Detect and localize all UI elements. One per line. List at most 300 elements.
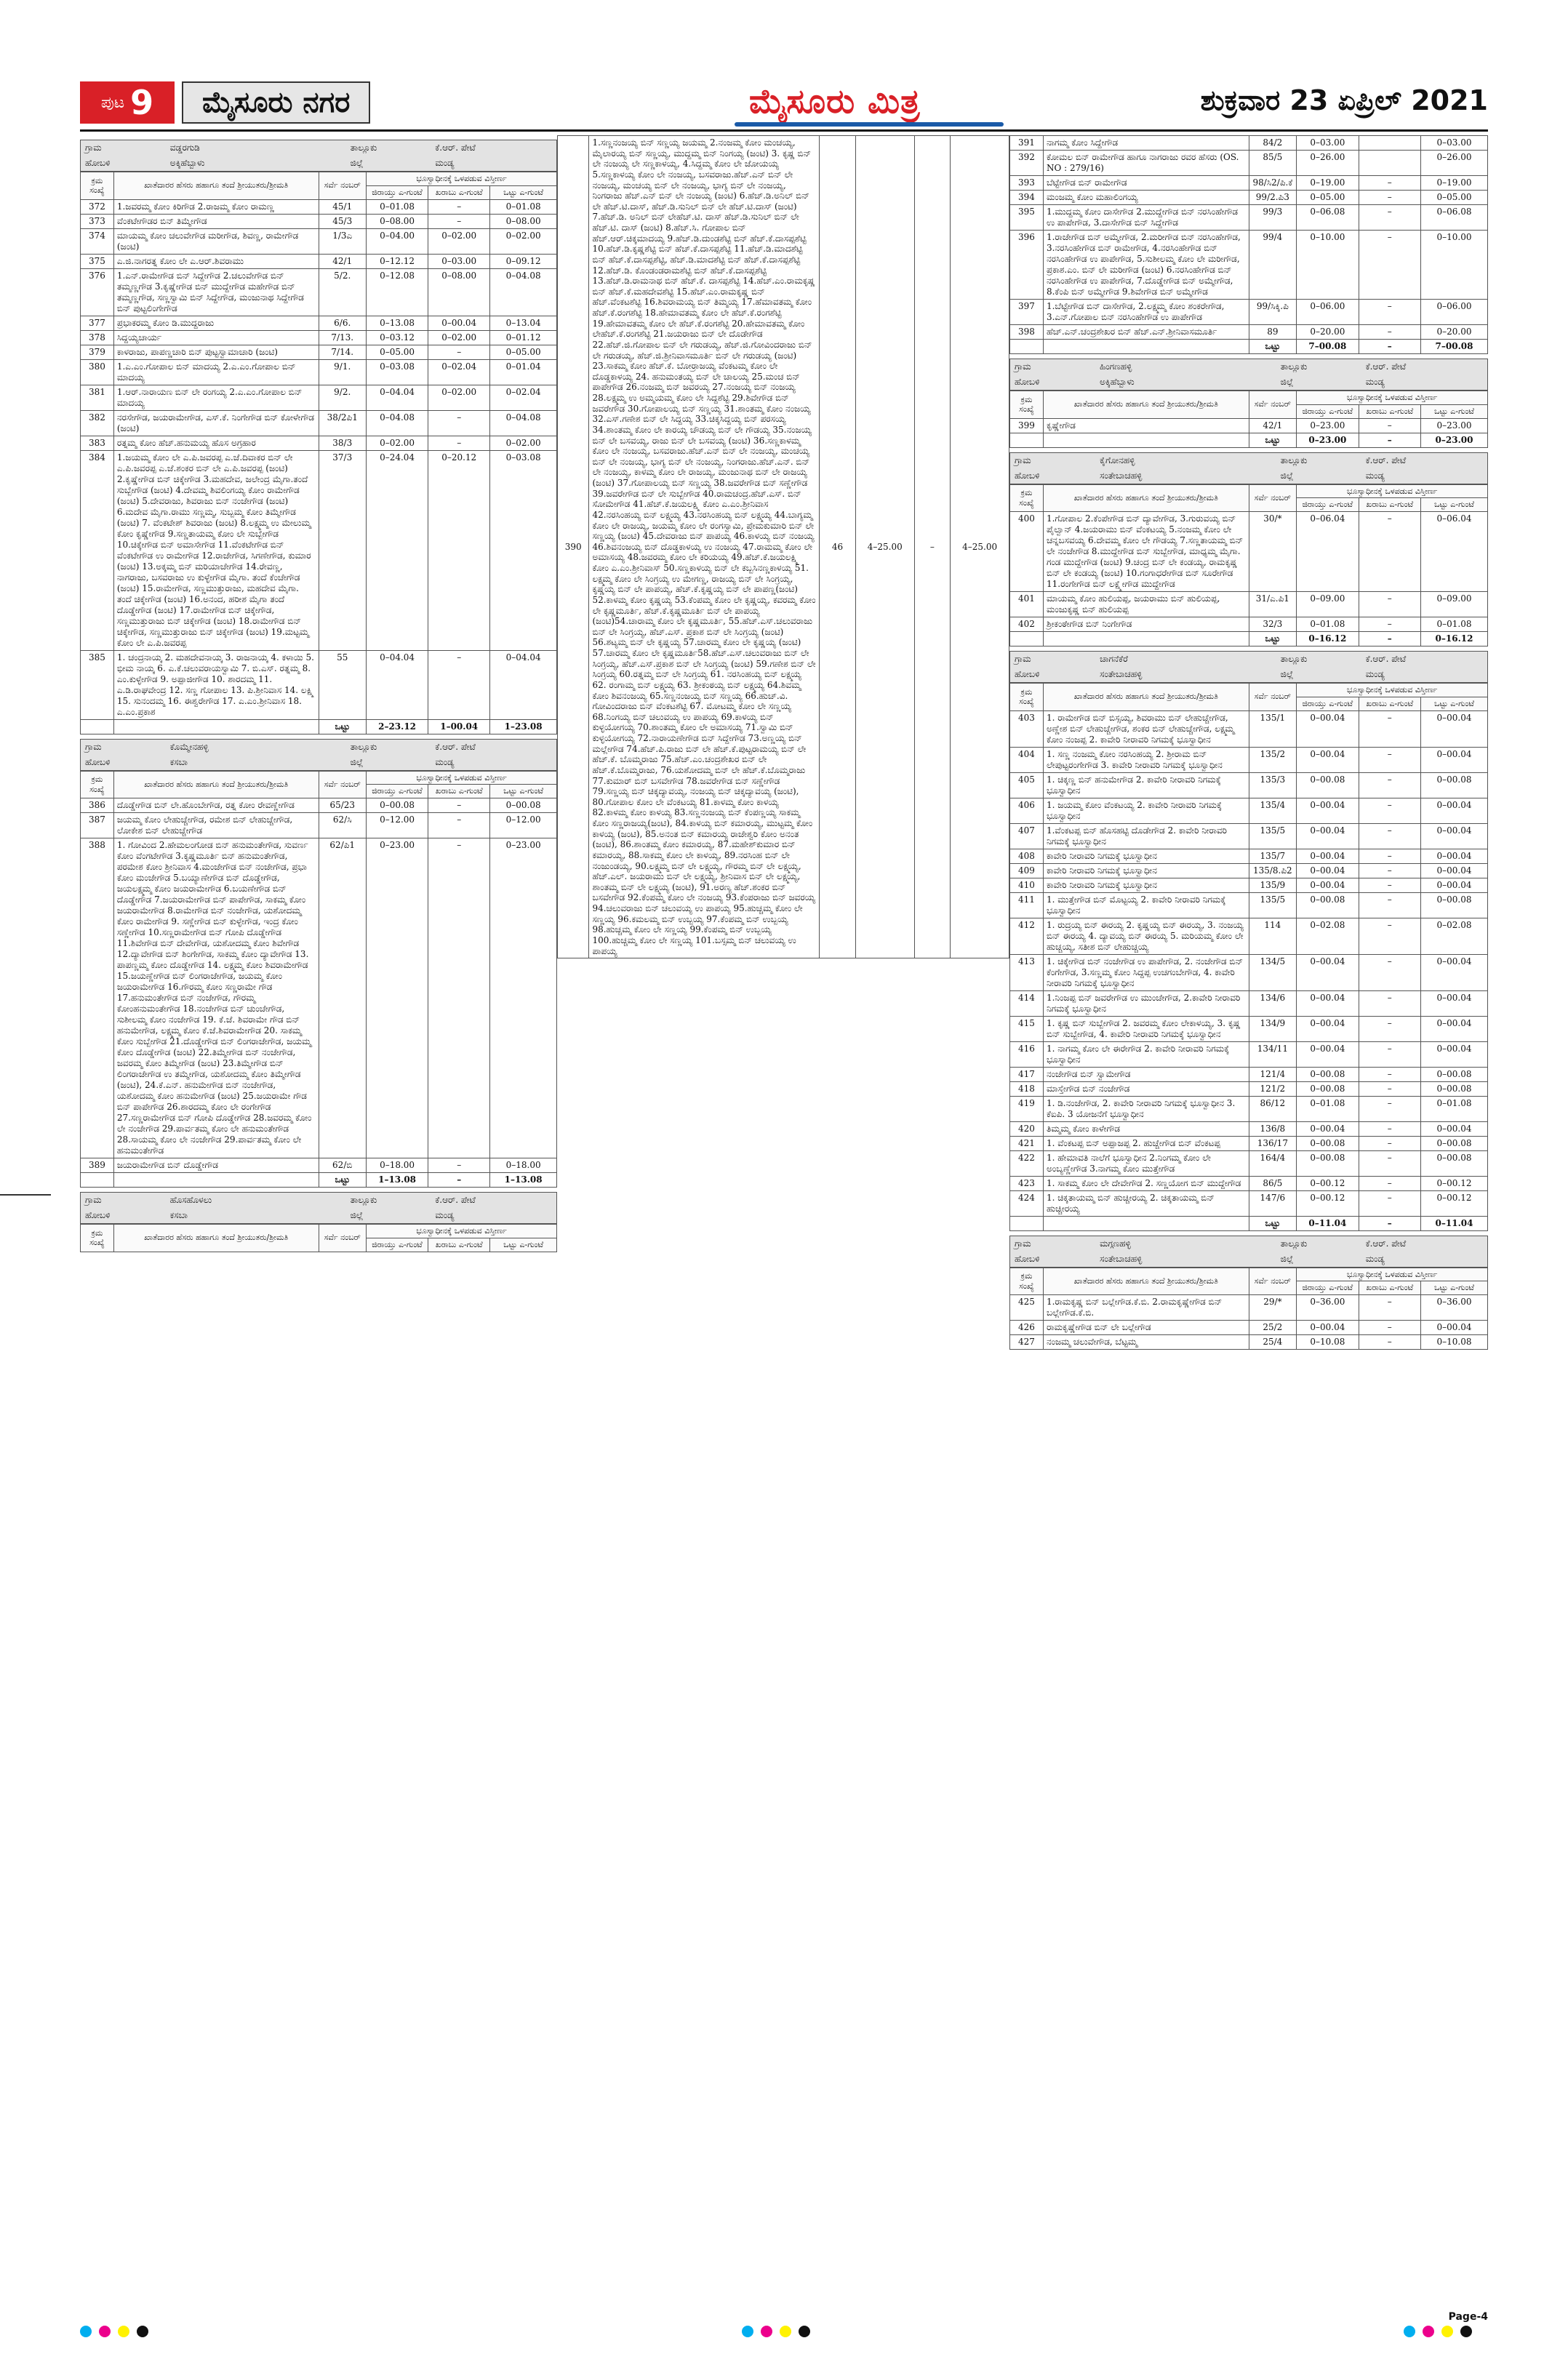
total-area: 0–01.08 xyxy=(1421,1096,1488,1121)
total-spacer xyxy=(1010,1216,1044,1230)
survey-number: 99/4 xyxy=(1249,231,1297,300)
total-area: 0–23.00 xyxy=(490,838,557,1158)
cyan-dot xyxy=(80,2326,92,2337)
survey-number: 25/2 xyxy=(1249,1321,1297,1335)
col-acq: ಭೂಸ್ವಾಧೀನಕ್ಕೆ ಒಳಪಡುವ ವಿಸ್ತೀರ್ಣ xyxy=(1297,684,1488,697)
section-title: ಮೈಸೂರು ನಗರ xyxy=(182,81,370,124)
kharab-area: – xyxy=(1359,176,1420,191)
table-header-row xyxy=(1010,484,1488,498)
owner-names: ಕಾವೇರಿ ನೀರಾವರಿ ನಿಗಮಕ್ಕೆ ಭೂಸ್ವಾಧೀನ xyxy=(1043,863,1249,878)
masthead-logo: ಮೈಸೂರು ಮಿತ್ರ xyxy=(749,81,921,121)
jiraytu-area: 0–00.08 xyxy=(1297,772,1359,798)
total-area: 0–08.00 xyxy=(490,214,557,228)
jiraytu-area: 0–04.04 xyxy=(367,650,428,719)
registration-dots-center xyxy=(742,2326,810,2337)
owner-names: 1. ಗೋವಿಂದ 2.ಹೇಮಲಂಗೋಡ ಬಿನ್ ಹನುಮಂತೇಗೌಡ, ಸುವರ್ಣ ಕೋಂ ವೆಂಗಟೇಗೌಡ 3.ಕೃಷ್ಣಮೂರ್ತಿ ಬಿನ್ ಹನುಮಂತೇಗೌಡ, ಪರಮೇಶ ಕೋಂ ಶ್ರೀನಿವಾಸ 4.ಮಂಜೇಗೌಡ ಬಿನ್ ನಂಜೇಗೌಡ, ಪ್ರಭಾ ಕೋಂ ಮಂಜೇಗೌಡ 5.ಬಯ್ಯಾಣೇಗೌಡ ಬಿನ್ ದೊಡ್ಡೇಗೌಡ, ಜಯಲಕ್ಷ್ಮಮ್ಮ ಕೋಂ ಜಯರಾಮೇಗೌಡ 6.ಬಯಣೇಗೌಡ ಬಿನ್ ದೊಡ್ಡೇಗೌಡ 7.ಜಯರಾಮೇಗೌಡ ಬಿನ್ ಪಾಪೇಗೌಡ, ಸಾಕಮ್ಮ ಕೋಂ ಜಯರಾಮೇಗೌಡ 8.ರಾಮೇಗೌಡ ಬಿನ್ ನಂಜೇಗೌಡ, ಯಶೋದಮ್ಮ ಕೋಂ ರಾಮೇಗೌಡ 9. ಸಣ್ಣೇಗೌಡ ಬಿನ್ ಕುಳ್ಳೇಗೌಡ, ಇಂದ್ರ ಕೋಂ ಸಣ್ಣೇಗೌಡ 10.ಸಣ್ಣರಾಮೇಗೌಡ ಬಿನ್ ಗೋಪಿ ದೊಡ್ಡೇಗೌಡ 11.ಶಿವೇಗೌಡ ಬಿನ್ ದೇವೇಗೌಡ, ಯಶೋದಮ್ಮ ಕೋಂ ಶಿವೇಗೌಡ 12.ದ್ಯಾವೇಗೌಡ ಬಿನ್ ಶಿಂಗೇಗೌಡ, ಸಾಕಮ್ಮ ಕೋಂ ದ್ಯಾವೇಗೌಡ 13. ಪಾಪಣ್ಣಮ್ಮ ಕೋಂ ದೊಡ್ಡೇಗೌಡ 14. ಲಕ್ಷ್ಮಮ್ಮ ಕೋಂ ಶಿವರಾಮೇಗೌಡ 15.ಜಯಣ್ಣೇಗೌಡ ಬಿನ್ ಲಿಂಗರಾಜೇಗೌಡ, ಜಯಮ್ಮ ಕೋಂ ಜಯರಾಮೇಗೌಡ 16.ಗೌರಮ್ಮ ಕೋಂ ಸಣ್ಣರಾಮೇ ಗೌಡ 17.ಹನುಮಂತೇಗೌಡ ಬಿನ್ ನಂಜೇಗೌಡ, ಗೌರಮ್ಮ ಕೋಂಹನುಮಂತೇಗೌಡ 18.ನಂಜೇಗೌಡ ಬಿನ್ ಚುಂಚೇಗೌಡ, ಸುಶೀಲಮ್ಮ ಕೋಂ ನಂಜೇಗೌಡ 19. ಕೆ.ಜೆ. ಶಿವರಾಮೇ ಗೌಡ ಬಿನ್ ಹನುಮೇಗೌಡ, ಲಕ್ಷ್ಮಮ್ಮ ಕೋಂ ಕೆ.ಜೆ.ಶಿವರಾಮೇಗೌಡ 20. ಸಾಕಮ್ಮ ಕೋಂ ಸುಬ್ಬೇಗೌಡ 21.ದೊಡ್ಡೇಗೌಡ ಬಿನ್ ಲಿಂಗರಾಜೇಗೌಡ, ಜಯಮ್ಮ ಕೋಂ ದೊಡ್ಡೇಗೌಡ (ಜಂಟಿ) 22.ತಿಮ್ಮೇಗೌಡ ಬಿನ್ ನಂಜೇಗೌಡ, ಜವರಮ್ಮ ಕೋಂ ತಿಮ್ಮೇಗೌಡ (ಜಂಟಿ) 23.ತಿಮ್ಮೇಗೌಡ ಬಿನ್ ಲಿಂಗರಾಜೇಗೌಡ ಉ ತಮ್ಮೇಗೌಡ, ಯಶೋದಮ್ಮ ಕೋಂ ತಿಮ್ಮೇಗೌಡ (ಜಂಟಿ), 24.ಕೆ.ಎನ್. ಹನುಮೇಗೌಡ ಬಿನ್ ನಂಜೇಗೌಡ, ಯಶೋದಮ್ಮ ಕೋಂ ಹನುಮೇಗೌಡ (ಜಂಟಿ) 25.ಜಯರಾಮೇ ಗೌಡ ಬಿನ್ ಪಾಪೇಗೌಡ 26.ಶಾರದಮ್ಮ ಕೋಂ ಲೇ ರಂಗೇಗೌಡ 27.ಸಣ್ಣರಾಮೇಗೌಡ ಬಿನ್ ಗೋಪಿ ದೊಡ್ಡೇಗೌಡ 28.ಜವರಮ್ಮ ಕೋಂ ಲೇ ನಂಜೇಗೌಡ 29.ಪಾರ್ವತಮ್ಮ ಕೋಂ ಲೇ ಹನುಮಂತೇಗೌಡ 28.ಸಾಯಮ್ಮ ಕೋಂ ಲೇ ನಂಜೇಗೌಡ 29.ಪಾರ್ವತಮ್ಮ ಕೋಂ ಲೇ ಹನುಮಂತೇಗೌಡ xyxy=(113,838,319,1158)
row-number: 421 xyxy=(1010,1136,1044,1150)
table-row xyxy=(81,410,557,436)
village-meta xyxy=(1009,359,1488,391)
total-spacer xyxy=(1010,632,1044,646)
table-row xyxy=(1010,954,1488,990)
district-name: ಮಂಡ್ಯ xyxy=(1361,1252,1488,1268)
total-area: 0–00.04 xyxy=(1421,747,1488,772)
total-jiraytu: 0–11.04 xyxy=(1297,1216,1359,1230)
col-kharab: ಖರಾಬು ಎ-ಗುಂಟೆ xyxy=(1359,498,1420,512)
row-number: 403 xyxy=(1010,710,1044,747)
owner-names: ಕಾವೇರಿ ನೀರಾವರಿ ನಿಗಮಕ್ಕೆ ಭೂಸ್ವಾಧೀನ xyxy=(1043,849,1249,863)
col-krama: ಕ್ರಮ ಸಂಖ್ಯೆ xyxy=(81,1225,114,1252)
owner-names: 1.ಮುದ್ದಮ್ಮ ಕೋಂ ದಾಸೇಗೌಡ 2.ಮುದ್ದೇಗೌಡ ಬಿನ್ ನರಸಿಂಹೇಗೌಡ ಉ ಪಾಪೇಗೌಡ, 3.ದಾಸೇಗೌಡ ಬಿನ್ ಸಿದ್ದೇಗೌಡ xyxy=(1043,205,1249,231)
owner-names: 1. ಚಿಕ್ಕೇಗೌಡ ಬಿನ್ ನಂಜೇಗೌಡ ಉ ಪಾಪೇಗೌಡ, 2. ನಂಜೇಗೌಡ ಬಿನ್ ಕೆಂಗೇಗೌಡ, 3.ಸಣ್ಣಮ್ಮ ಕೋಂ ಸಿದ್ದಪ್ಪ ಉಚಗಂಬೇಗೌಡ, 4. ಕಾವೇರಿ ನೀರಾವರಿ ನಿಗಮಕ್ಕೆ ಭೂಸ್ವಾಧೀನ xyxy=(1043,954,1249,990)
hobali-label: ಹೋಬಳಿ xyxy=(81,1208,166,1224)
grama-label: ಗ್ರಾಮ xyxy=(1010,452,1096,468)
total-area: 0–10.00 xyxy=(1421,231,1488,300)
jiraytu-area: 0–00.04 xyxy=(1297,954,1359,990)
survey-number: 135/5 xyxy=(1249,892,1297,918)
hobali-name: ಕಸಬಾ xyxy=(166,1208,346,1224)
jiraytu-area: 0–04.04 xyxy=(367,385,428,410)
total-area: 0–05.00 xyxy=(1421,191,1488,205)
row-number: 388 xyxy=(81,838,114,1158)
total-ottu: 1–23.08 xyxy=(490,719,557,734)
owner-names: ಹೆಚ್.ಎನ್.ಚಂದ್ರಶೇಖರ ಬಿನ್ ಹೆಚ್.ಎನ್.ಶ್ರೀನಿವಾಸಮೂರ್ತಿ xyxy=(1043,325,1249,340)
survey-number: 7/13. xyxy=(319,330,367,345)
kharab-area: – xyxy=(1359,1190,1420,1216)
row-number: 417 xyxy=(1010,1067,1044,1081)
total-area: 0–00.04 xyxy=(1421,954,1488,990)
kharab-area: – xyxy=(1359,772,1420,798)
table-row xyxy=(1010,892,1488,918)
owner-names: ಕೃಷ್ಣೇಗೌಡ xyxy=(1043,418,1249,433)
col-owner: ಖಾತೆದಾರರ ಹೆಸರು ಹಹಾಗೂ ತಂದೆ ಶ್ರೀಯುತರು/ಶ್ರೀಮತಿ xyxy=(1043,1268,1249,1295)
total-area: 0–00.04 xyxy=(1421,1041,1488,1067)
col-jiraytu: ಜಿರಾಯ್ತು ಎ-ಗುಂಟೆ xyxy=(1297,404,1359,418)
row-number: 410 xyxy=(1010,878,1044,892)
district-name: ಮಂಡ್ಯ xyxy=(431,755,556,771)
jiraytu-area: 0–12.12 xyxy=(367,254,428,268)
row-number: 394 xyxy=(1010,191,1044,205)
total-kharab: 1–00.04 xyxy=(428,719,490,734)
kharab-area: – xyxy=(428,199,490,214)
col-ottu: ಒಟ್ಟು ಎ-ಗುಂಟೆ xyxy=(1421,498,1488,512)
survey-number: 46 xyxy=(820,136,856,958)
table-row xyxy=(1010,990,1488,1016)
row-number: 427 xyxy=(1010,1335,1044,1350)
jiraytu-area: 0–05.00 xyxy=(1297,191,1359,205)
jiraytu-area: 0–36.00 xyxy=(1297,1295,1359,1321)
table-row xyxy=(1010,772,1488,798)
jiraytu-area: 0–00.12 xyxy=(1297,1176,1359,1190)
col-kharab: ಖರಾಬು ಎ-ಗುಂಟೆ xyxy=(1359,697,1420,710)
survey-number: 62/ಸಿ xyxy=(319,813,367,838)
jiraytu-area: 0–00.04 xyxy=(1297,1121,1359,1136)
total-area: 0–00.08 xyxy=(1421,1150,1488,1176)
owner-names: ರಾಮಕೃಷ್ಣೇಗೌಡ ಬಿನ್ ಲೇ ಬಲ್ಲೇಗೌಡ xyxy=(1043,1321,1249,1335)
table-row xyxy=(1010,849,1488,863)
land-table-continued xyxy=(557,135,1009,958)
table-header-row xyxy=(81,771,557,785)
survey-number: 42/1 xyxy=(319,254,367,268)
header-rule xyxy=(80,129,1488,132)
table-row xyxy=(81,798,557,813)
row-number: 414 xyxy=(1010,990,1044,1016)
owner-names: 1. ಮುತ್ತೇಗೌಡ ಬಿನ್ ಮೊಟ್ಟಯ್ಯ 2. ಕಾವೇರಿ ನೀರಾವರಿ ನಿಗಮಕ್ಕೆ ಭೂಸ್ವಾಧೀನ xyxy=(1043,892,1249,918)
total-area: 0–00.04 xyxy=(1421,990,1488,1016)
taluk-name: ಕೆ.ಆರ್. ಪೇಟೆ xyxy=(431,1193,556,1209)
total-ottu: 1–13.08 xyxy=(490,1173,557,1188)
meta-row xyxy=(1010,452,1488,468)
table-row xyxy=(81,268,557,316)
row-number: 374 xyxy=(81,228,114,254)
row-number: 391 xyxy=(1010,136,1044,151)
col-survey: ಸರ್ವೆ ನಂಬರ್ xyxy=(1249,1268,1297,1295)
district-name: ಮಂಡ್ಯ xyxy=(1361,375,1488,391)
total-area: 0–00.08 xyxy=(1421,1067,1488,1081)
row-number: 407 xyxy=(1010,823,1044,849)
table-row xyxy=(1010,1096,1488,1121)
kharab-area: 0–02.04 xyxy=(428,359,490,385)
owner-names: 1.ವೆಂಕಟಪ್ಪ ಬಿನ್ ಹೊಸಹಟ್ಟಿ ದೊಡೇಗೌಡ 2. ಕಾವೇರಿ ನೀರಾವರಿ ನಿಗಮಕ್ಕೆ ಭೂಸ್ವಾಧೀನ xyxy=(1043,823,1249,849)
table-row xyxy=(81,436,557,450)
jiraytu-area: 0–26.00 xyxy=(1297,151,1359,176)
table-row xyxy=(1010,1295,1488,1321)
jiraytu-area: 0–24.04 xyxy=(367,450,428,650)
col-owner: ಖಾತೆದಾರರ ಹೆಸರು ಹಹಾಗೂ ತಂದೆ ಶ್ರೀಯುತರು/ಶ್ರೀಮತಿ xyxy=(113,1225,319,1252)
meta-row xyxy=(1010,359,1488,375)
jiraytu-area: 0–01.08 xyxy=(1297,617,1359,632)
col-ottu: ಒಟ್ಟು ಎ-ಗುಂಟೆ xyxy=(1421,1281,1488,1295)
row-number: 406 xyxy=(1010,798,1044,823)
total-area: 0–00.08 xyxy=(490,798,557,813)
owner-names: ತಿಮ್ಮಮ್ಮ ಕೋಂ ಕಾಳೇಗೌಡ xyxy=(1043,1121,1249,1136)
row-number: 385 xyxy=(81,650,114,719)
jiraytu-area: 0–09.00 xyxy=(1297,592,1359,617)
col-acq: ಭೂಸ್ವಾಧೀನಕ್ಕೆ ಒಳಪಡುವ ವಿಸ್ತೀರ್ಣ xyxy=(1297,391,1488,405)
meta-row xyxy=(81,739,557,755)
kharab-area: 0–00.04 xyxy=(428,316,490,330)
col-ottu: ಒಟ್ಟು ಎ-ಗುಂಟೆ xyxy=(490,785,557,798)
jiraytu-area: 0–06.04 xyxy=(1297,512,1359,592)
magenta-dot xyxy=(99,2326,111,2337)
total-area: 0–18.00 xyxy=(490,1158,557,1173)
survey-number: 135/5 xyxy=(1249,823,1297,849)
survey-number: 62/ಪಿ1 xyxy=(319,838,367,1158)
land-table xyxy=(1009,391,1488,448)
row-number: 415 xyxy=(1010,1016,1044,1041)
jiraytu-area: 0–20.00 xyxy=(1297,325,1359,340)
table-row xyxy=(1010,592,1488,617)
survey-number: 147/6 xyxy=(1249,1190,1297,1216)
table-row xyxy=(558,136,1009,958)
owner-names: 1.ಜವರಮ್ಮ ಕೋಂ ಕಿರಿಗೌಡ 2.ರಾಜಮ್ಮ ಕೋಂ ರಾಮಣ್ಣ xyxy=(113,199,319,214)
row-number: 420 xyxy=(1010,1121,1044,1136)
jiraytu-area: 0–01.08 xyxy=(1297,1096,1359,1121)
survey-number: 84/2 xyxy=(1249,136,1297,151)
col-acq: ಭೂಸ್ವಾಧೀನಕ್ಕೆ ಒಳಪಡುವ ವಿಸ್ತೀರ್ಣ xyxy=(367,1225,557,1238)
col-jiraytu: ಜಿರಾಯ್ತು ಎ-ಗುಂಟೆ xyxy=(367,785,428,798)
jiraytu-area: 0–01.08 xyxy=(367,199,428,214)
total-jiraytu: 0–23.00 xyxy=(1297,433,1359,447)
col-acq: ಭೂಸ್ವಾಧೀನಕ್ಕೆ ಒಳಪಡುವ ವಿಸ್ತೀರ್ಣ xyxy=(367,771,557,785)
village-meta xyxy=(80,1192,557,1224)
village-meta xyxy=(80,739,557,771)
total-row xyxy=(1010,340,1488,354)
jiraytu-area: 0–00.08 xyxy=(1297,1150,1359,1176)
survey-number: 135/8.ಪಿ2 xyxy=(1249,863,1297,878)
row-number: 409 xyxy=(1010,863,1044,878)
col-survey: ಸರ್ವೆ ನಂಬರ್ xyxy=(1249,391,1297,419)
survey-number: 9/1. xyxy=(319,359,367,385)
page-header xyxy=(80,81,1488,124)
total-label: ಒಟ್ಟು xyxy=(1249,433,1297,447)
taluk-name: ಕೆ.ಆರ್. ಪೇಟೆ xyxy=(431,739,556,755)
jiraytu-area: 0–03.00 xyxy=(1297,136,1359,151)
kharab-area: – xyxy=(428,214,490,228)
total-spacer xyxy=(113,719,319,734)
grama-name: ವಡ್ಡರಗುಡಿ xyxy=(166,140,346,156)
kharab-area: – xyxy=(1359,1295,1420,1321)
survey-number: 121/2 xyxy=(1249,1081,1297,1096)
survey-number: 136/8 xyxy=(1249,1121,1297,1136)
total-jiraytu: 1–13.08 xyxy=(367,1173,428,1188)
total-kharab: – xyxy=(1359,433,1420,447)
col-jiraytu: ಜಿರಾಯ್ತು ಎ-ಗುಂಟೆ xyxy=(367,1238,428,1252)
row-number: 398 xyxy=(1010,325,1044,340)
table-row xyxy=(81,254,557,268)
total-area: 0–01.12 xyxy=(490,330,557,345)
col-owner: ಖಾತೆದಾರರ ಹೆಸರು ಹಹಾಗೂ ತಂದೆ ಶ್ರೀಯುತರು/ಶ್ರೀಮತಿ xyxy=(113,172,319,200)
jiraytu-area: 0–00.04 xyxy=(1297,798,1359,823)
taluk-label: ತಾಲ್ಲೂಕು xyxy=(346,739,431,755)
grama-label: ಗ್ರಾಮ xyxy=(81,739,166,755)
hobali-label: ಹೋಬಳಿ xyxy=(1010,667,1096,683)
jiraytu-area: 0–00.08 xyxy=(1297,1136,1359,1150)
district-name: ಮಂಡ್ಯ xyxy=(431,156,556,172)
total-jiraytu: 0–16.12 xyxy=(1297,632,1359,646)
survey-number: 45/1 xyxy=(319,199,367,214)
row-number: 402 xyxy=(1010,617,1044,632)
owner-names: ಕಾವೇರಿ ನೀರಾವರಿ ನಿಗಮಕ್ಕೆ ಭೂಸ್ವಾಧೀನ xyxy=(1043,878,1249,892)
col-krama: ಕ್ರಮ ಸಂಖ್ಯೆ xyxy=(1010,684,1044,711)
owner-names: 1. ಕೃಷ್ಣ ಬಿನ್ ಸುಬ್ಬೇಗೌಡ 2. ಜವರಮ್ಮ ಕೋಂ ಲೇಕಾಳಯ್ಯ, 3. ಕೃಷ್ಣ ಬಿನ್ ಸುಬ್ಬೇಗೌಡ, 4. ಕಾವೇರಿ ನೀರಾವರಿ ನಿಗಮಕ್ಕೆ ಭೂಸ್ವಾಧೀನ xyxy=(1043,1016,1249,1041)
kharab-area: – xyxy=(428,436,490,450)
table-row xyxy=(1010,1067,1488,1081)
jiraytu-area: 0–00.04 xyxy=(1297,849,1359,863)
total-ottu: 0–11.04 xyxy=(1421,1216,1488,1230)
hobali-name: ಸಂತೇಬಾಚಹಳ್ಳಿ xyxy=(1095,667,1276,683)
total-row xyxy=(81,719,557,734)
table-row xyxy=(1010,918,1488,954)
taluk-label: ತಾಲ್ಲೂಕು xyxy=(346,140,431,156)
row-number: 390 xyxy=(558,136,589,958)
kharab-area: – xyxy=(428,410,490,436)
total-ottu: 7–00.08 xyxy=(1421,340,1488,354)
yellow-dot xyxy=(1441,2326,1453,2337)
taluk-label: ತಾಲ್ಲೂಕು xyxy=(1276,652,1361,668)
table-row xyxy=(1010,1190,1488,1216)
total-spacer xyxy=(1043,632,1249,646)
row-number: 386 xyxy=(81,798,114,813)
jiraytu-area: 0–00.04 xyxy=(1297,1321,1359,1335)
survey-number: 98/ಸಿ2/ಪಿ.ಕೆ xyxy=(1249,176,1297,191)
table-row xyxy=(1010,151,1488,176)
meta-row xyxy=(1010,1236,1488,1252)
jiraytu-area: 0–00.04 xyxy=(1297,990,1359,1016)
hobali-label: ಹೋಬಳಿ xyxy=(81,755,166,771)
jille-label: ಜಿಲ್ಲೆ xyxy=(346,1208,431,1224)
survey-number: 55 xyxy=(319,650,367,719)
taluk-name: ಕೆ.ಆರ್. ಪೇಟೆ xyxy=(1361,652,1488,668)
row-number: 384 xyxy=(81,450,114,650)
row-number: 381 xyxy=(81,385,114,410)
total-area: 0–10.08 xyxy=(1421,1335,1488,1350)
kharab-area: 0–02.00 xyxy=(428,330,490,345)
total-area: 0–00.04 xyxy=(1421,1016,1488,1041)
survey-number: 135/3 xyxy=(1249,772,1297,798)
grama-name: ಕೈಗೋನಹಳ್ಳಿ xyxy=(1095,452,1276,468)
survey-number: 7/14. xyxy=(319,345,367,359)
owner-names: 1.ಸಣ್ಣನಂಜಯ್ಯ ಬಿನ್ ಸಣ್ಣಯ್ಯ ಜಯಮ್ಮ 2.ನಂಜಮ್ಮ ಕೋಂ ಮಂಚಯ್ಯ, ಮೈಲಾರಯ್ಯ ಬಿನ್ ಸಣ್ಣಯ್ಯ, ಮುದ್ದಮ್ಮ ಬಿನ್ ನಿಂಗಯ್ಯ (ಜಂಟಿ) 3. ಕೃಷ್ಣ ಬಿನ್ ಲೇ ನಂಜಯ್ಯ ಲೇ ಸಣ್ಣಕಾಳಯ್ಯ, 4.ಸಿದ್ದಮ್ಮ ಕೋಂ ಲೇ ಜೋಯಯ್ಯ 5.ಸಣ್ಣಕಾಳಯ್ಯ ಕೋಂ ಲೇ ನಂಜಯ್ಯ, ಬಸವರಾಜು.ಹೆಚ್.ಎನ್ ಬಿನ್ ಲೇ ನಂಜಯ್ಯ, ಮಂಚಯ್ಯ ಬಿನ್ ಲೇ ನಂಜಯ್ಯ, ಭಾಗ್ಯ ಬಿನ್ ಲೇ ನಂಜಯ್ಯ, ನಿಂಗರಾಜು ಹೆಚ್.ಎನ್ ಬಿನ್ ಲೇ ನಂಜಯ್ಯ (ಜಂಟಿ) 6.ಹೆಚ್.ಡಿ.ಅನಿಲ್ ಬಿನ್ ಲೇ ಹೆಚ್.ಟಿ.ದಾಸ್, ಹೆಚ್.ಡಿ.ಸುನಿಲ್ ಬಿನ್ ಲೇ ಹೆಚ್.ಟಿ.ದಾಸ್ (ಜಂಟಿ) 7.ಹೆಚ್.ಡಿ. ಅನಿಲ್ ಬಿನ್ ಲೇಹೆಚ್.ಟಿ. ದಾಸ್ ಹೆಚ್.ಡಿ.ಸುನಿಲ್ ಬಿನ್ ಲೇ ಹೆಚ್.ಟಿ. ದಾಸ್ (ಜಂಟಿ) 8.ಹೆಚ್.ಸಿ. ಗೋಪಾಲ ಬಿನ್ ಹೆಚ್.ಆರ್.ಚಿಕ್ಕಮಾದಯ್ಯ 9.ಹೆಚ್.ಡಿ.ದುಂಡಶೆಟ್ಟಿ ಬಿನ್ ಹೆಚ್.ಕೆ.ದಾಸಪ್ಪಶೆಟ್ಟಿ 10.ಹೆಚ್.ಡಿ.ಕೃಷ್ಣಶೆಟ್ಟಿ ಬಿನ್ ಹೆಚ್.ಕೆ.ದಾಸಪ್ಪಶೆಟ್ಟಿ 11.ಹೆಚ್.ಡಿ.ಮಾದಶೆಟ್ಟಿ ಬಿನ್ ಹೆಚ್.ಕೆ.ದಾಸಪ್ಪಶೆಟ್ಟಿ, ಹೆಚ್.ಡಿ.ಮಾದಶೆಟ್ಟಿ ಬಿನ್ ಹೆಚ್.ಕೆ.ದಾಸಪ್ಪಶೆಟ್ಟಿ 12.ಹೆಚ್.ಡಿ. ಕೊಂಡಂಡರಾಮಶೆಟ್ಟಿ ಬಿನ್ ಹೆಚ್.ಕೆ.ದಾಸಪ್ಪಶೆಟ್ಟಿ 13.ಹೆಚ್.ಡಿ.ರಾಮನಾಥ ಬಿನ್ ಹೆಚ್.ಕೆ. ದಾಸಪ್ಪಶೆಟ್ಟಿ 14.ಹೆಚ್.ಎಂ.ರಾಮಕೃಷ್ಣ ಬಿನ್ ಹೆಚ್.ಕೆ.ಮಹದೇವಶೆಟ್ಟಿ 15.ಹೆಚ್.ಎಂ.ರಾಮಕೃಷ್ಣ ಬಿನ್ ಹೆಚ್.ವೆಂಕಟಶೆಟ್ಟಿ 16.ಶಿವರಾಮಯ್ಯ ಬಿನ್ ತಿಮ್ಮಯ್ಯ 17.ಹೆಮಾವತಮ್ಮ ಕೋಂ ಹೆಚ್.ಕೆ.ರಂಗಶೆಟ್ಟಿ 18.ಹೇಮಾವತಮ್ಮ ಕೋಂ ಲೇ ಹೆಚ್.ಕೆ.ರಂಗಶೆಟ್ಟಿ 19.ಹೇಮಾವತಮ್ಮ ಕೋಂ ಲೇ ಹೆಚ್.ಕೆ.ರಂಗಶೆಟ್ಟಿ 20.ಹೇಮಾವತಮ್ಮ ಕೋಂ ಲೇಹೆಚ್.ಕೆ.ರಂಗಶೆಟ್ಟಿ 21.ಜಯರಾಜು ಬಿನ್ ಲೇ ದೊಡೇಗೌಡ 22.ಹೆಚ್.ಜಿ.ಗೋಪಾಲ ಬಿನ್ ಲೇ ಗರುಡಯ್ಯ, ಹೆಚ್.ಜಿ.ಗೋವಿಂದರಾಜು ಬಿನ್ ಲೇ ಗರುಡಯ್ಯ, ಹೆಚ್.ಜಿ.ಶ್ರೀನಿವಾಸಮೂರ್ತಿ ಬಿನ್ ಲೇ ಗರುಡಯ್ಯ (ಜಂಟಿ) 23.ಸಾಕಮ್ಮ ಕೋಂ ಹೆಚ್.ಕೆ. ಬೋರ್ರಾಜಯ್ಯ ವೆಂಕಟಮ್ಮ ಕೋಂ ಲೇ ದೊಡ್ಡಕಾಳಯ್ಯ 24. ಹನುಮಂತಯ್ಯ ಬಿನ್ ಲೇ ಚಾಲಯ್ಯ 25.ಮಂಚ ಬಿನ್ ಪಾಪೇಗೌಡ 26.ನಂಜಮ್ಮ ಬಿನ್ ಜವರಯ್ಯ 27.ನಂಜಯ್ಯ ಬಿನ್ ನಂಜಯ್ಯ 28.ಲಕ್ಷ್ಮಮ್ಮ ಉ ಅಮ್ಮಯಮ್ಮ ಕೋಂ ಲೇ ಸಿದ್ದಶೆಟ್ಟಿ 29.ಶಿವೇಗೌಡ ಬಿನ್ ಜವರೇಗೌಡ 30.ಗೋಪಾಲಯ್ಯ ಬಿನ್ ಸಣ್ಣಯ್ಯ 31.ಶಾಂತಮ್ಮ ಕೋಂ ನಂಜಯ್ಯ 32.ಎಸ್.ಗಣೇಶ ಬಿನ್ ಲೇ ಸಿದ್ದಯ್ಯ 33.ಚಿಕ್ಕಸಿದ್ದಯ್ಯ ಬಿನ್ ಪರಸಯ್ಯ 34.ಶಾಂತಮ್ಮ ಕೋಂ ಲೇ ಕಾರಯ್ಯ ಚೌಡಯ್ಯ ಬಿನ್ ಲೇ ಗೌಡಯ್ಯ 35.ನಂಜಯ್ಯ ಬಿನ್ ಲೇ ಬಸವಯ್ಯ, ರಾಜು ಬಿನ್ ಲೇ ಬಸವಯ್ಯ (ಜಂಟಿ) 36.ಸಣ್ಣಕಾಳಮ್ಮ ಕೋಂ ಲೇ ನಂಜಯ್ಯ, ಬಸವರಾಜು.ಹೆಚ್.ಎನ್ ಬಿನ್ ಲೇ ನಂಜಯ್ಯ, ಮಂಚಯ್ಯ ಬಿನ್ ಲೇ ನಂಜಯ್ಯ, ಭಾಗ್ಯ ಬಿನ್ ಲೇ ನಂಜಯ್ಯ, ನಿಂಗರಾಜು.ಹೆಚ್.ಎನ್. ಬಿನ್ ಲೇ ನಂಜಯ್ಯ, ಕಾಳಮ್ಮ ಕೋಂ ಲೇ ರಾಜಯ್ಯ, ಮಂಜುನಾಥ ಬಿನ್ ಲೇ ರಾಜಯ್ಯ (ಜಂಟಿ) 37.ಗೋಪಾಲಯ್ಯ ಬಿನ್ ಸಣ್ಣಯ್ಯ 38.ಜವರೇಗೌಡ ಬಿನ್ ಸಣ್ಣೇಗೌಡ 39.ಜವರೇಗೌಡ ಬಿನ್ ಲೇ ಸುಬ್ಬೇಗೌಡ 40.ರಾಮಚಂದ್ರ.ಹೆಚ್.ಎಸ್. ಬಿನ್ ಸೋಮೇಗೌಡ 41.ಹೆಚ್.ಕೆ.ಜಯಲಕ್ಷ್ಮಿ ಕೋಂ ಎ.ಎಂ.ಶ್ರೀನಿವಾಸ 42.ನರಸಿಂಹಯ್ಯ ಬಿನ್ ಲಕ್ಷ್ಮಯ್ಯ 43.ನರಸಿಂಹಯ್ಯ ಬಿನ್ ಲಕ್ಷ್ಮಯ್ಯ 44.ಬಾಗ್ಯಮ್ಮ ಕೋಂ ಲೇ ರಾಜಯ್ಯ, ಜಯಮ್ಮ ಕೋಂ ಲೇ ರಂಗಸ್ವಾಮಿ, ಪ್ರೇಮಕುಮಾರಿ ಬಿನ್ ಲೇ ಸಣ್ಣಯ್ಯ (ಜಂಟಿ) 45.ದೇವರಾಜು ಬಿನ್ ಪಾಪಯ್ಯ 46.ಕಾಳಯ್ಯ ಬಿನ್ ನಂಜಯ್ಯ 46.ಶಿವನಂಜಯ್ಯ ಬಿನ್ ದೊಡ್ಡಕಾಳಯ್ಯ ಉ ನಂಜಯ್ಯ 47.ರಾಮಮ್ಮ ಕೋಂ ಲೇ ಅಮಾಸಯ್ಯ 48.ಜವರಮ್ಮ ಕೋಂ ಲೇ ಕರಿಯಯ್ಯ 49.ಹೆಚ್.ಕೆ.ಜಯಲಕ್ಷ್ಮಿ ಕೋಂ ಎ.ಎಂ.ಶ್ರೀನಿವಾಸ್ 50.ಸಣ್ಣಕಾಳಯ್ಯ ಬಿನ್ ಲೇ ಕಬ್ಬಸಿನಣ್ಣಕಾಳಯ್ಯ 51. ಲಕ್ಷ್ಮಮ್ಮ ಕೋಂ ಲೇ ಸಿಂಗ್ರಯ್ಯ ಉ ಮೇಗಣ್ಣ, ರಾಜಯ್ಯ ಬಿನ್ ಲೇ ಸಿಂಗ್ರಯ್ಯ, ಕೃಷ್ಣಯ್ಯ ಬಿನ್ ಲೇ ಪಾಪಯ್ಯ, ಹೆಚ್.ಕೆ.ಕೃಷ್ಣಯ್ಯ ಬಿನ್ ಲೇ ಪಾಪಣ್ಣ(ಜಂಟಿ) 52.ಕಾಳಮ್ಮ ಕೋಂ ಕೃಷ್ಣಯ್ಯ 53.ಕೆಂಪಮ್ಮ ಕೋಂ ಲೇ ಕೃಷ್ಣಯ್ಯ, ಕವರಮ್ಮ ಕೋಂ ಲೇ ಕೃಷ್ಣಮೂರ್ತಿ, ಹೆಚ್.ಕೆ.ಕೃಷ್ಣಮೂರ್ತಿ ಬಿನ್ ಲೇ ಪಾಪಯ್ಯ (ಜಂಟಿ)54.ಚಾರಾಮ್ಮ ಕೋಂ ಲೇ ಕೃಷ್ಣಮೂರ್ತಿ, 55.ಹೆಚ್.ಎಸ್.ಚಲುವರಾಜು ಬಿನ್ ಲೇ ಸಿಂಗ್ರಯ್ಯ, ಹೆಚ್.ಎಸ್. ಪ್ರಕಾಶ ಬಿನ್ ಲೇ ಸಿಂಗ್ರಯ್ಯ (ಜಂಟಿ) 56.ಶಟ್ಯಮ್ಮ ಬಿನ್ ಲೇ ಕೃಷ್ಣಯ್ಯ 57.ಚಾರಮ್ಮ ಕೋಂ ಲೇ ಕೃಷ್ಣಯ್ಯ (ಜಂಟಿ) 57.ಚಾರಮ್ಮ ಕೋಂ ಲೇ ಕೃಷ್ಣಮೂರ್ತಿ58.ಹೆಚ್.ಎಸ್.ಚಲುವರಾಜು ಬಿನ್ ಲೇ ಸಿಂಗ್ರಯ್ಯ, ಹೆಚ್.ಎಸ್.ಪ್ರಕಾಶ ಬಿನ್ ಲೇ ಸಿಂಗ್ರಯ್ಯ (ಜಂಟಿ) 59.ಗಣೇಶ ಬಿನ್ ಲೇ ಸಿಂಗ್ರಯ್ಯ 60.ರತ್ನಮ್ಮ ಬಿನ್ ಲೇ ಸಿಂಗ್ರಯ್ಯ 61. ನರಸಿಂಹಯ್ಯ ಬಿನ್ ಲಕ್ಷ್ಮಯ್ಯ 62. ರಂಗಾಮ್ಮ ಬಿನ್ ಲಕ್ಷ್ಮಯ್ಯ 63. ಶ್ರೀಕಂಠಯ್ಯ ಬಿನ್ ಲಕ್ಷ್ಮಯ್ಯ 64.ಶಿವಮ್ಮ ಕೋಂ ಶಿವನಂಜಯ್ಯ 65.ಸಣ್ಣನಂಜಯ್ಯ ಬಿನ್ ಸಣ್ಣಯ್ಯ 66.ಹುಚ್.ವಿ. ಗೋವಿಂದರಾಜು ಬಿನ್ ವೆಂಕಟಶೆಟ್ಟಿ 67. ಮೋಟಮ್ಮ ಕೋಂ ಲೇ ಸಣ್ಣಯ್ಯ 68.ನಿಂಗಯ್ಯ ಬಿನ್ ಚಲುವಯ್ಯ ಉ ಪಾಪಯ್ಯ 69.ಕಾಳಯ್ಯ ಬಿನ್ ಕುಳ್ಳಯೋಗಯ್ಯ 70.ಶಾಂತಮ್ಮ ಕೋಂ ಲೇ ಅಮಾಸಯ್ಯ 71.ಸ್ವಾಮಿ ಬಿನ್ ಕುಳ್ಳಯೋಗಯ್ಯ 72.ನಾರಾಯಣೇಗೌಡ ಬಿನ್ ಸಿದ್ದೇಗೌಡ 73.ಅಣ್ಣಯ್ಯ ಬಿನ್ ಮಲ್ಲೇಗೌಡ 74.ಹೆಚ್.ಪಿ.ರಾಜು ಬಿನ್ ಲೇ ಹೆಚ್.ಕೆ.ಪುಟ್ಟರಾಮಯ್ಯ ಬಿನ್ ಲೇ ಹೆಚ್.ಕೆ. ಬೊಮ್ಮರಾಜು 75.ಹೆಚ್.ಎಂ.ಚಂದ್ರಶೇಖರ ಬಿನ್ ಲೇ ಹೆಚ್.ಕೆ.ಬೊಮ್ಮರಾಜು, 76.ಯಶೋದಮ್ಮ ಬಿನ್ ಲೇ ಹೆಚ್.ಕೆ.ಬೊಮ್ಮರಾಜು 77.ಕುಮಾರ್ ಬಿನ್ ಬಸವೇಗೌಡ 78.ಜವರೇಗೌಡ ಬಿನ್ ಸಣ್ಣೇಗೌಡ 79.ಸಣ್ಣಯ್ಯ ಬಿನ್ ಚಿಕ್ಕದ್ಯಾವಯ್ಯ, ನಂಜಯ್ಯ ಬಿನ್ ಚಿಕ್ಕದ್ಯಾವಯ್ಯ (ಜಂಟಿ), 80.ಗೋಪಾಲ ಕೋಂ ಲೇ ವೆಂಕಟಯ್ಯ 81.ಕಾಳಮ್ಮ ಕೋಂ ಕಾಳಯ್ಯ 82.ಕಾಳಮ್ಮ ಕೋಂ ಕಾಳಯ್ಯ 83.ಸಣ್ಣನಂಜಯ್ಯ ಬಿನ್ ಕೆಂಪಣ್ಣಯ್ಯ ಸಾಕಮ್ಮ ಕೋಂ ಸಣ್ಣರಾಜಯ್ಯ(ಜಂಟಿ), 84.ಕಾಳಯ್ಯ ಬಿನ್ ಕಮಾರಯ್ಯ, ಮುಟ್ಟಮ್ಮ ಕೋಂ ಕಾಳಯ್ಯ (ಜಂಟಿ), 85.ಅನಂತ ಬಿನ್ ಕಮಾರಯ್ಯ ರಾಜೇಶ್ವರಿ ಕೋಂ ಅನಂತ (ಜಂಟಿ), 86.ಶಾಂತಮ್ಮ ಕೋಂ ಕಮಾರಯ್ಯ, 87.ಮಹೇಶ್‌ಕುಮಾರ ಬಿನ್ ಕಮಾರಯ್ಯ, 88.ಸಾಕಮ್ಮ ಕೋಂ ಲೇ ಕಾಳಯ್ಯ, 89.ನರಸಿಂಹ ಬಿನ್ ಲೇ ನಂಜುಂಡಯ್ಯ, 90.ಲಕ್ಷ್ಮಮ್ಮ ಬಿನ್ ಲೇ ಲಕ್ಷ್ಮಯ್ಯ, ಗೌರಮ್ಮ ಬಿನ್ ಲೇ ಲಕ್ಷ್ಮಯ್ಯ, ಹೆಚ್.ಎಲ್. ಜಯರಾಮು ಬಿನ್ ಲೇ ಲಕ್ಷ್ಮಯ್ಯ, ಶ್ರೀನಿವಾಸ ಬಿನ್ ಲೇ ಲಕ್ಷ್ಮಯ್ಯ, ಶಾಂತಮ್ಮ ಬಿನ್ ಲೇ ಲಕ್ಷ್ಮಯ್ಯ (ಜಂಟಿ), 91.ಅರಣ್ಯ ಹೆಚ್.ಶಂಕರ ಬಿನ್ ಬಸವೇಗೌಡ 92.ಕೆಂಪಮ್ಮ ಕೋಂ ಲೇ ನಂಜಯ್ಯ 93.ಕೆಂಪರಾಜು ಬಿನ್ ಜವರಯ್ಯ 94.ಚಲುವರಾಜು ಬಿನ್ ಚಲುವಯ್ಯ ಉ ಪಾಪಯ್ಯ 95.ಹುಚ್ಚಮ್ಮ ಕೋಂ ಲೇ ಸಣ್ಣಯ್ಯ 96.ಕಮಲಮ್ಮ ಬಿನ್ ಉಬ್ಬಯ್ಯ 97.ಕೆಂಪಮ್ಮ ಬಿನ್ ಉಬ್ಬಯ್ಯ 98.ಹುಚ್ಚಮ್ಮ ಕೋಂ ಲೇ ಸಣ್ಣಯ್ಯ 99.ಕೆಂಪಮ್ಮ ಬಿನ್ ಉಬ್ಬಯ್ಯ 100.ಹುಚ್ಚಮ್ಮ ಕೋಂ ಲೇ ಸಣ್ಣಯ್ಯ 101.ಬಸ್ಸಮ್ಮ ಬಿನ್ ಚಲುವಯ್ಯ ಉ ಪಾಪಯ್ಯ xyxy=(589,136,820,958)
total-area: 0–05.00 xyxy=(490,345,557,359)
total-area: 0–04.08 xyxy=(490,268,557,316)
total-spacer xyxy=(113,1173,319,1188)
owner-names: 1. ಚಿಕ್ಕಣ್ಣ ಬಿನ್ ಹನುಮೇಗೌಡ 2. ಕಾವೇರಿ ನೀರಾವರಿ ನಿಗಮಕ್ಕೆ ಭೂಸ್ವಾಧೀನ xyxy=(1043,772,1249,798)
jiraytu-area: 0–00.04 xyxy=(1297,747,1359,772)
issue-date: ಶುಕ್ರವಾರ 23 ಏಪ್ರಿಲ್ 2021 xyxy=(1200,84,1488,116)
col-krama: ಕ್ರಮ ಸಂಖ್ಯೆ xyxy=(1010,1268,1044,1295)
total-area: 0–00.04 xyxy=(1421,1321,1488,1335)
meta-row xyxy=(1010,468,1488,484)
table-row xyxy=(81,838,557,1158)
total-area: 0–00.04 xyxy=(1421,1121,1488,1136)
kharab-area: – xyxy=(1359,191,1420,205)
total-area: 0–00.04 xyxy=(1421,863,1488,878)
jille-label: ಜಿಲ್ಲೆ xyxy=(346,156,431,172)
kharab-area: – xyxy=(1359,1150,1420,1176)
survey-number: 9/2. xyxy=(319,385,367,410)
taluk-name: ಕೆ.ಆರ್. ಪೇಟೆ xyxy=(431,140,556,156)
owner-names: ಕಾಳರಾಜು, ಪಾಪಣ್ಣಚಾರಿ ಬಿನ್ ಪುಟ್ಟಸ್ವಾಮಾಚಾರಿ (ಜಂಟಿ) xyxy=(113,345,319,359)
total-row xyxy=(1010,632,1488,646)
kharab-area: – xyxy=(428,345,490,359)
owner-names: ಎ.ಜಿ.ನಾಗರತ್ನ ಕೋಂ ಲೇ ಎ.ಆರ್.ಶಿವರಾಮು xyxy=(113,254,319,268)
land-table xyxy=(1009,484,1488,647)
survey-number: 86/5 xyxy=(1249,1176,1297,1190)
kharab-area: – xyxy=(1359,325,1420,340)
owner-names: 1. ರುದ್ರಯ್ಯ ಬಿನ್ ಈರಯ್ಯ 2. ಕೃಷ್ಣಯ್ಯ ಬಿನ್ ಈರಯ್ಯ, 3. ನಂಜಯ್ಯ ಬಿನ್ ಈರಯ್ಯ 4. ದ್ಯಾವಯ್ಯ ಬಿನ್ ಈರಯ್ಯ 5. ಮರಿಯಮ್ಮ ಕೋಂ ಲೇ ಹುಚ್ಚಯ್ಯ, ಸತೀಶ ಬಿನ್ ಲೇಹುಚ್ಚಯ್ಯ xyxy=(1043,918,1249,954)
kharab-area: 0–02.00 xyxy=(428,385,490,410)
owner-names: ಜಯರಾಮೇಗೌಡ ಬಿನ್ ದೊಡ್ಡೇಗೌಡ xyxy=(113,1158,319,1173)
total-area: 0–01.08 xyxy=(1421,617,1488,632)
jiraytu-area: 0–02.00 xyxy=(367,436,428,450)
total-area: 0–06.04 xyxy=(1421,512,1488,592)
kharab-area: – xyxy=(1359,418,1420,433)
magenta-dot xyxy=(1423,2326,1434,2337)
jiraytu-area: 0–00.04 xyxy=(1297,1041,1359,1067)
kharab-area: 0–20.12 xyxy=(428,450,490,650)
district-name: ಮಂಡ್ಯ xyxy=(1361,468,1488,484)
jiraytu-area: 0–19.00 xyxy=(1297,176,1359,191)
table-row xyxy=(1010,1176,1488,1190)
kharab-area: – xyxy=(428,798,490,813)
row-number: 380 xyxy=(81,359,114,385)
col-krama: ಕ್ರಮ ಸಂಖ್ಯೆ xyxy=(1010,391,1044,419)
jiraytu-area: 0–00.08 xyxy=(1297,892,1359,918)
owner-names: ನರಸೇಗೌಡ, ಜಯರಾಮೇಗೌಡ, ಎಸ್.ಕೆ. ನಿಂಗೇಗೌಡ ಬಿನ್ ಕೋಳೇಗೌಡ (ಜಂಟಿ) xyxy=(113,410,319,436)
taluk-name: ಕೆ.ಆರ್. ಪೇಟೆ xyxy=(1361,452,1488,468)
table-row xyxy=(81,1158,557,1173)
total-area: 0–02.08 xyxy=(1421,918,1488,954)
owner-names: 1. ಹೇಮಾವತಿ ನಾಲೆಗೆ ಭೂಸ್ವಾಧೀನ 2.ನಿಂಗಮ್ಮ ಕೋಂ ಲೇ ಅಂಬ್ಯಣ್ಣೇಗೌಡ 3.ನಾಗಮ್ಮ ಕೋಂ ಮುತ್ತೇಗೌಡ xyxy=(1043,1150,1249,1176)
col-owner: ಖಾತೆದಾರರ ಹೆಸರು ಹಹಾಗೂ ತಂದೆ ಶ್ರೀಯುತರು/ಶ್ರೀಮತಿ xyxy=(1043,484,1249,512)
survey-number: 65/23 xyxy=(319,798,367,813)
row-number: 397 xyxy=(1010,300,1044,325)
col-jiraytu: ಜಿರಾಯ್ತು ಎ-ಗುಂಟೆ xyxy=(1297,1281,1359,1295)
col-survey: ಸರ್ವೆ ನಂಬರ್ xyxy=(1249,684,1297,711)
table-row xyxy=(1010,710,1488,747)
total-label: ಒಟ್ಟು xyxy=(319,719,367,734)
land-table xyxy=(80,1224,557,1252)
total-area: 0–02.04 xyxy=(490,385,557,410)
total-area: 0–01.08 xyxy=(490,199,557,214)
total-area: 0–00.08 xyxy=(1421,1081,1488,1096)
table-row xyxy=(81,650,557,719)
meta-row xyxy=(1010,667,1488,683)
meta-row xyxy=(81,1193,557,1209)
table-row xyxy=(1010,617,1488,632)
row-number: 400 xyxy=(1010,512,1044,592)
col-survey: ಸರ್ವೆ ನಂಬರ್ xyxy=(319,172,367,200)
cyan-dot xyxy=(1404,2326,1415,2337)
table-header-row xyxy=(81,172,557,186)
total-spacer xyxy=(81,1173,114,1188)
survey-number: 37/3 xyxy=(319,450,367,650)
total-area: 0–09.00 xyxy=(1421,592,1488,617)
col-kharab: ಖರಾಬು ಎ-ಗುಂಟೆ xyxy=(428,785,490,798)
total-area: 0–00.04 xyxy=(1421,878,1488,892)
survey-number: 134/9 xyxy=(1249,1016,1297,1041)
hobali-name: ಅಕ್ಕಿಹೆಬ್ಬಾಳು xyxy=(166,156,346,172)
col-krama: ಕ್ರಮ ಸಂಖ್ಯೆ xyxy=(81,771,114,798)
grama-name: ಕೊಮ್ಮೇನಹಳ್ಳಿ xyxy=(166,739,346,755)
col-krama: ಕ್ರಮ ಸಂಖ್ಯೆ xyxy=(81,172,114,200)
owner-names: 1. ಸಣ್ಣ ನಂಜಮ್ಮ ಕೋಂ ನರಸಿಂಹಯ್ಯ 2. ಶ್ರೀರಾಮ ಬಿನ್ ಲೇಪುಟ್ಟರಂಗೇಗೌಡ 3. ಕಾವೇರಿ ನೀರಾವರಿ ನಿಗಮಕ್ಕೆ ಭೂಸ್ವಾಧೀನ xyxy=(1043,747,1249,772)
village-meta xyxy=(1009,1236,1488,1268)
table-row xyxy=(1010,191,1488,205)
cyan-dot xyxy=(742,2326,753,2337)
survey-number: 164/4 xyxy=(1249,1150,1297,1176)
jiraytu-area: 0–00.08 xyxy=(1297,1081,1359,1096)
col-survey: ಸರ್ವೆ ನಂಬರ್ xyxy=(319,1225,367,1252)
table-row xyxy=(1010,300,1488,325)
kharab-area: – xyxy=(428,838,490,1158)
column-1 xyxy=(80,135,557,1252)
owner-names: ಕೋಮಲ ಬಿನ್ ರಾಮೇಗೌಡ ಹಾಗೂ ನಾಗರಾಜು ರವರ ಹೆಸರು (OS. NO : 279/16) xyxy=(1043,151,1249,176)
black-dot xyxy=(1460,2326,1472,2337)
jille-label: ಜಿಲ್ಲೆ xyxy=(346,755,431,771)
table-row xyxy=(1010,878,1488,892)
meta-row xyxy=(81,755,557,771)
total-area: 0–00.08 xyxy=(1421,772,1488,798)
owner-names: ಮಾಸ್ತೇಗೌಡ ಬಿನ್ ನಂಜೇಗೌಡ xyxy=(1043,1081,1249,1096)
jiraytu-area: 0–02.08 xyxy=(1297,918,1359,954)
hobali-label: ಹೋಬಳಿ xyxy=(1010,375,1096,391)
owner-names: 1. ರಾಮೇಗೌಡ ಬಿನ್ ಬಿಸ್ಸಯ್ಯ, ಶಿವರಾಮು ಬಿನ್ ಲೇಹುಚ್ಚೇಗೌಡ, ಅಣ್ಣೇಶ ಬಿನ್ ಲೇಹುಚ್ಚೇಗೌಡ, ಶಂಕರ ಬಿನ್ ಲೇಹುಚ್ಚೇಗೌಡ, ಲಕ್ಷ್ಮಮ್ಮ ಕೋಂ ನಂಜಪ್ಪ 2. ಕಾವೇರಿ ನೀರಾವರಿ ನಿಗಮಕ್ಕೆ ಭೂಸ್ವಾಧೀನ xyxy=(1043,710,1249,747)
kharab-area: – xyxy=(1359,1096,1420,1121)
table-row xyxy=(1010,1150,1488,1176)
hobali-label: ಹೋಬಳಿ xyxy=(1010,1252,1096,1268)
table-header-row xyxy=(1010,684,1488,697)
